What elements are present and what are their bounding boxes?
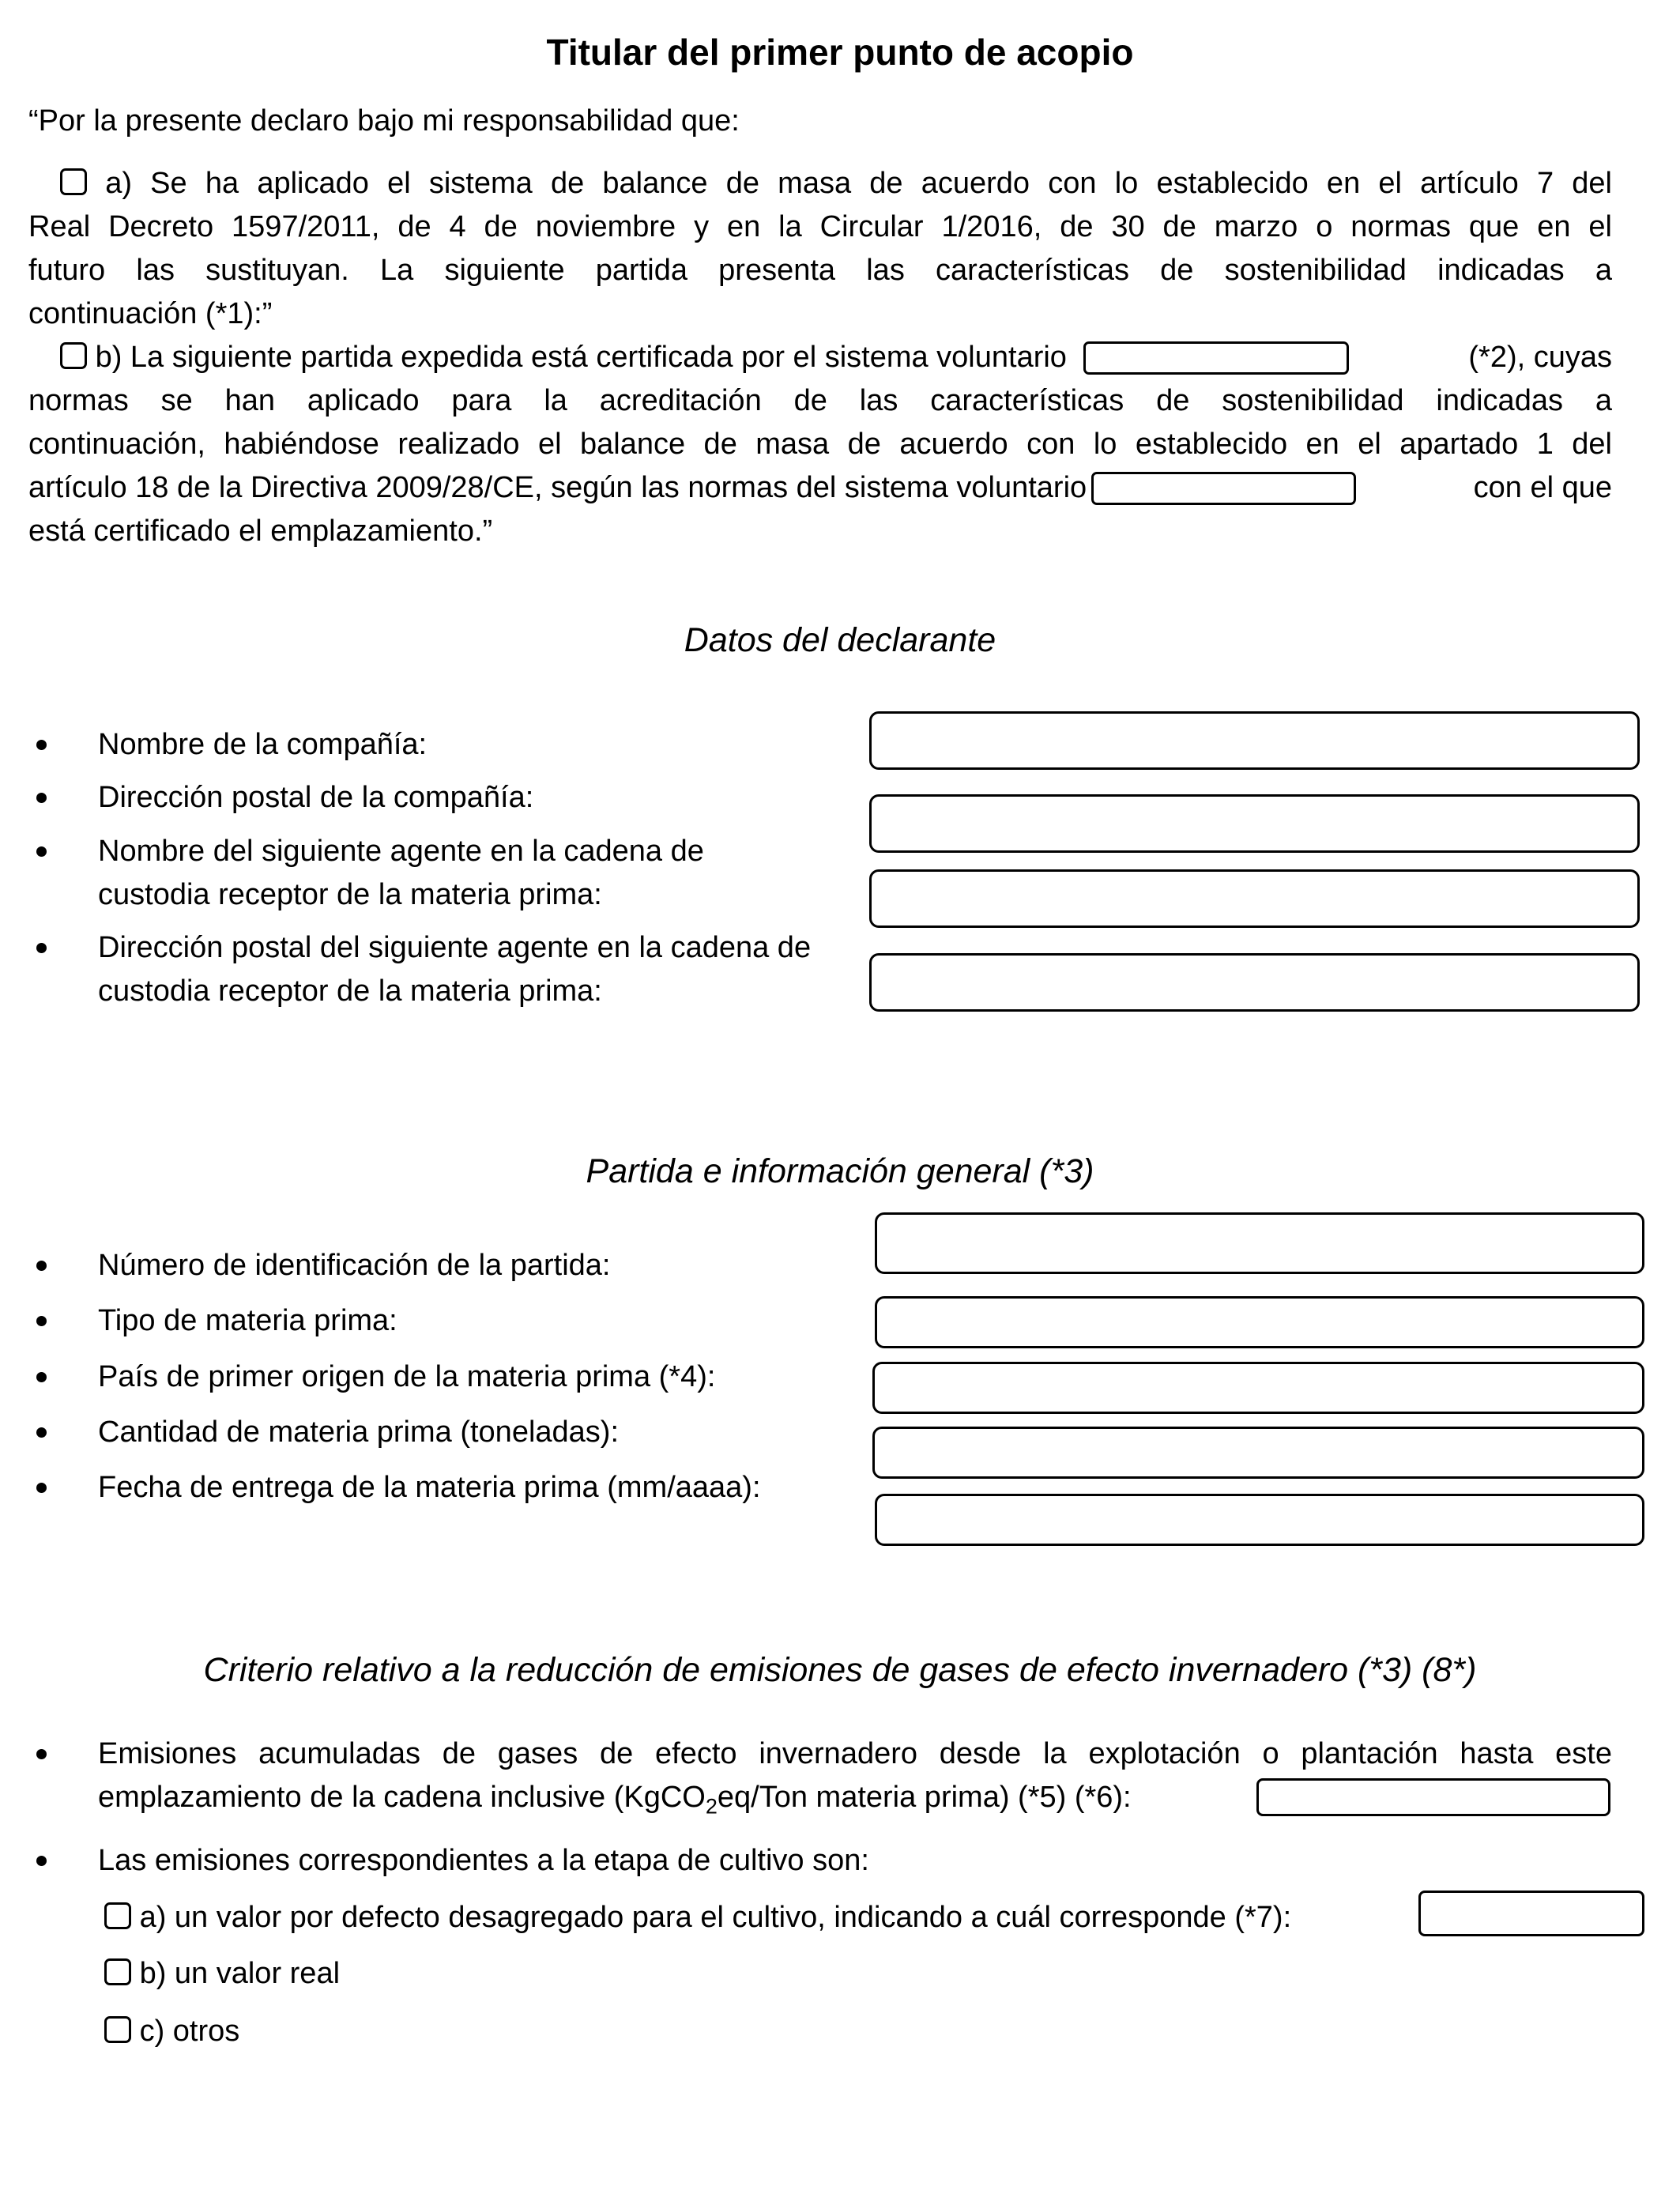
batch-heading: Partida e información general (*3) bbox=[586, 1152, 1094, 1190]
bullet-icon bbox=[36, 943, 47, 953]
company-address-field[interactable] bbox=[869, 794, 1640, 853]
cultivation-option-b bbox=[104, 1952, 340, 1996]
declarant-label-next-agent-address: Dirección postal del siguiente agente en la cadena de custodia receptor de la materia prima: bbox=[98, 931, 812, 1008]
ghg-emissions-line2-b: eq/Ton materia prima) (*5) (*6): bbox=[717, 1781, 1132, 1814]
option-a-line3: futuro las sustituyan. La siguiente partida presenta las características de sostenibilidad indicadas a bbox=[28, 254, 1612, 287]
option-a-line4: continuación (*1):” bbox=[28, 297, 273, 330]
bullet-icon bbox=[36, 846, 47, 857]
declarant-heading: Datos del declarante bbox=[684, 621, 996, 659]
quantity-field[interactable] bbox=[872, 1427, 1644, 1479]
cultivation-option-a-label: a) un valor por defecto desagregado para el cultivo, indicando a cuál corresponde (*7): bbox=[139, 1901, 1292, 1934]
bullet-icon bbox=[36, 1261, 47, 1271]
voluntary-scheme-field-2[interactable] bbox=[1091, 472, 1356, 505]
option-b-block bbox=[28, 336, 1612, 553]
declarant-label-company-name: Nombre de la compañía: bbox=[98, 728, 428, 761]
origin-country-field[interactable] bbox=[872, 1362, 1644, 1414]
option-a-line2: Real Decreto 1597/2011, de 4 de noviembre y en la Circular 1/2016, de 30 de marzo o normas que en el bbox=[28, 210, 1612, 243]
default-value-crop-field[interactable] bbox=[1418, 1891, 1644, 1936]
bullet-icon bbox=[36, 793, 47, 803]
ghg-emissions-line2-a: emplazamiento de la cadena inclusive (KgCO bbox=[98, 1781, 706, 1814]
option-b-line1-b: (*2), cuyas bbox=[1468, 341, 1612, 374]
ghg-cultivation-label: Las emisiones correspondientes a la etapa de cultivo son: bbox=[98, 1844, 869, 1877]
option-a-checkbox[interactable] bbox=[60, 168, 87, 195]
bullet-icon bbox=[36, 1749, 47, 1759]
batch-label-quantity: Cantidad de materia prima (toneladas): bbox=[98, 1416, 620, 1449]
bullet-icon bbox=[36, 1372, 47, 1382]
bullet-icon bbox=[36, 740, 47, 750]
declarant-label-next-agent-name: Nombre del siguiente agente en la cadena de custodia receptor de la materia prima: bbox=[98, 835, 704, 911]
batch-id-field[interactable] bbox=[875, 1212, 1644, 1274]
ghg-emissions-subscript: 2 bbox=[705, 1794, 718, 1819]
declarant-label-company-address: Dirección postal de la compañía: bbox=[98, 781, 534, 814]
page-title: Titular del primer punto de acopio bbox=[546, 32, 1134, 73]
bullet-icon bbox=[36, 1427, 47, 1438]
batch-label-id: Número de identificación de la partida: bbox=[98, 1249, 611, 1282]
option-b-line1-a: b) La siguiente partida expedida está certificada por el sistema voluntario bbox=[95, 341, 1067, 374]
next-agent-address-field[interactable] bbox=[869, 953, 1640, 1012]
option-b-line5: está certificado el emplazamiento.” bbox=[28, 515, 493, 548]
option-b-line3: continuación, habiéndose realizado el balance de masa de acuerdo con lo establecido en el apartado 1 del bbox=[28, 428, 1612, 461]
ghg-emissions-line1: Emisiones acumuladas de gases de efecto invernadero desde la explotación o plantación hasta este bbox=[98, 1737, 1612, 1770]
cultivation-option-b-label: b) un valor real bbox=[139, 1957, 341, 1990]
cultivation-option-a bbox=[104, 1896, 1291, 1940]
company-name-field[interactable] bbox=[869, 711, 1640, 770]
raw-material-type-field[interactable] bbox=[875, 1296, 1644, 1348]
delivery-date-field[interactable] bbox=[875, 1494, 1644, 1546]
option-a-line1: a) Se ha aplicado el sistema de balance de masa de acuerdo con lo establecido en el artículo 7 del bbox=[105, 167, 1613, 200]
batch-label-country: País de primer origen de la materia prima (*4): bbox=[98, 1360, 716, 1393]
cultivation-option-b-checkbox[interactable] bbox=[104, 1958, 131, 1985]
intro-text: “Por la presente declaro bajo mi responsabilidad que: bbox=[28, 104, 740, 138]
next-agent-name-field[interactable] bbox=[869, 869, 1640, 928]
cultivation-option-c-label: c) otros bbox=[139, 2015, 240, 2048]
option-b-line2: normas se han aplicado para la acreditación de las características de sostenibilidad indicadas a bbox=[28, 384, 1612, 417]
bullet-icon bbox=[36, 1856, 47, 1866]
option-a-block bbox=[28, 162, 1612, 336]
cultivation-option-c bbox=[104, 2010, 239, 2053]
cultivation-option-a-checkbox[interactable] bbox=[104, 1902, 131, 1929]
bullet-icon bbox=[36, 1483, 47, 1493]
cultivation-option-c-checkbox[interactable] bbox=[104, 2016, 131, 2043]
accumulated-emissions-field[interactable] bbox=[1256, 1778, 1610, 1816]
option-b-line4-a: artículo 18 de la Directiva 2009/28/CE, según las normas del sistema voluntario bbox=[28, 471, 1087, 504]
option-b-checkbox[interactable] bbox=[60, 342, 87, 369]
batch-label-type: Tipo de materia prima: bbox=[98, 1304, 397, 1337]
ghg-heading: Criterio relativo a la reducción de emisiones de gases de efecto invernadero (*3) (8*) bbox=[203, 1651, 1477, 1689]
option-b-line4-b: con el que bbox=[1473, 471, 1612, 504]
batch-label-date: Fecha de entrega de la materia prima (mm/aaaa): bbox=[98, 1471, 761, 1504]
voluntary-scheme-field-1[interactable] bbox=[1083, 341, 1349, 375]
bullet-icon bbox=[36, 1316, 47, 1326]
